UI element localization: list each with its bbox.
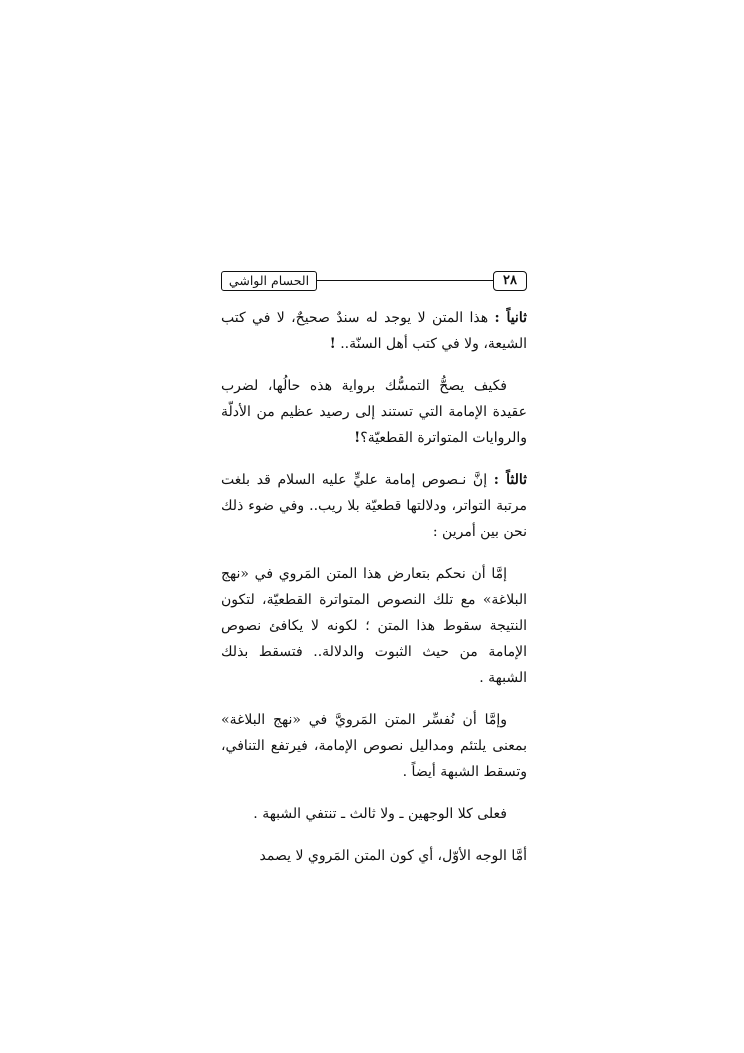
paragraph-second-point [221, 305, 527, 357]
paragraph-text: أمَّا الوجه الأوّل، أي كون المتن المَروي لا يصمد [259, 848, 527, 864]
paragraph-lead: ثالثاً : [493, 472, 527, 488]
book-title: الحسام الواشي [228, 273, 310, 288]
body-text [221, 305, 527, 869]
paragraph-text: فعلى كلا الوجهين ـ ولا ثالث ـ تنتفي الشبهة . [253, 806, 507, 822]
exclamation-mark: ! [354, 430, 361, 446]
paragraph-question [221, 373, 527, 451]
page-number: ٢٨ [503, 273, 517, 288]
book-title-box [221, 271, 317, 291]
header-rule [317, 280, 493, 281]
paragraph-third-point [221, 467, 527, 545]
paragraph-text: هذا المتن لا يوجد له سندٌ صحيحٌ، لا في كتب الشيعة، ولا في كتب أهل السنّة.. [221, 310, 527, 352]
running-header [221, 271, 527, 293]
paragraph-text: إنَّ نـصوص إمامة عليٍّ عليه السلام قد بلغت مرتبة التواتر، ودلالتها قطعيّة بلا ريب.. وفي ضوء ذلك نحن بين أمرين : [221, 472, 527, 540]
paragraph-conclusion [221, 801, 527, 827]
paragraph-text: وإمَّا أن نُفسِّر المتن المَرويَّ في «نهج البلاغة» بمعنى يلتئم ومداليل نصوص الإمامة، فيرتفع التنافي، وتسقط الشبهة أيضاً . [221, 712, 527, 780]
paragraph-text: فكيف يصحُّ التمسُّك برواية هذه حالُها، لضرب عقيدة الإمامة التي تستند إلى رصيد عظيم من الأدلّة والروايات المتواترة القطعيّة؟ [221, 378, 527, 446]
page-number-box [493, 271, 527, 291]
paragraph-lead: ثانياً : [494, 310, 527, 326]
paragraph-option-two [221, 707, 527, 785]
paragraph-first-aspect [221, 843, 527, 869]
paragraph-text: إمَّا أن نحكم بتعارض هذا المتن المَروي في «نهج البلاغة» مع تلك النصوص المتواترة القطعيّة، لتكون النتيجة سقوط هذا المتن ؛ لكونه لا يكافئ نصوص الإمامة من حيث الثبوت والدلالة.. فتسقط بذلك الشبهة . [221, 566, 527, 686]
exclamation-mark: ! [329, 336, 336, 352]
paragraph-option-one [221, 561, 527, 691]
